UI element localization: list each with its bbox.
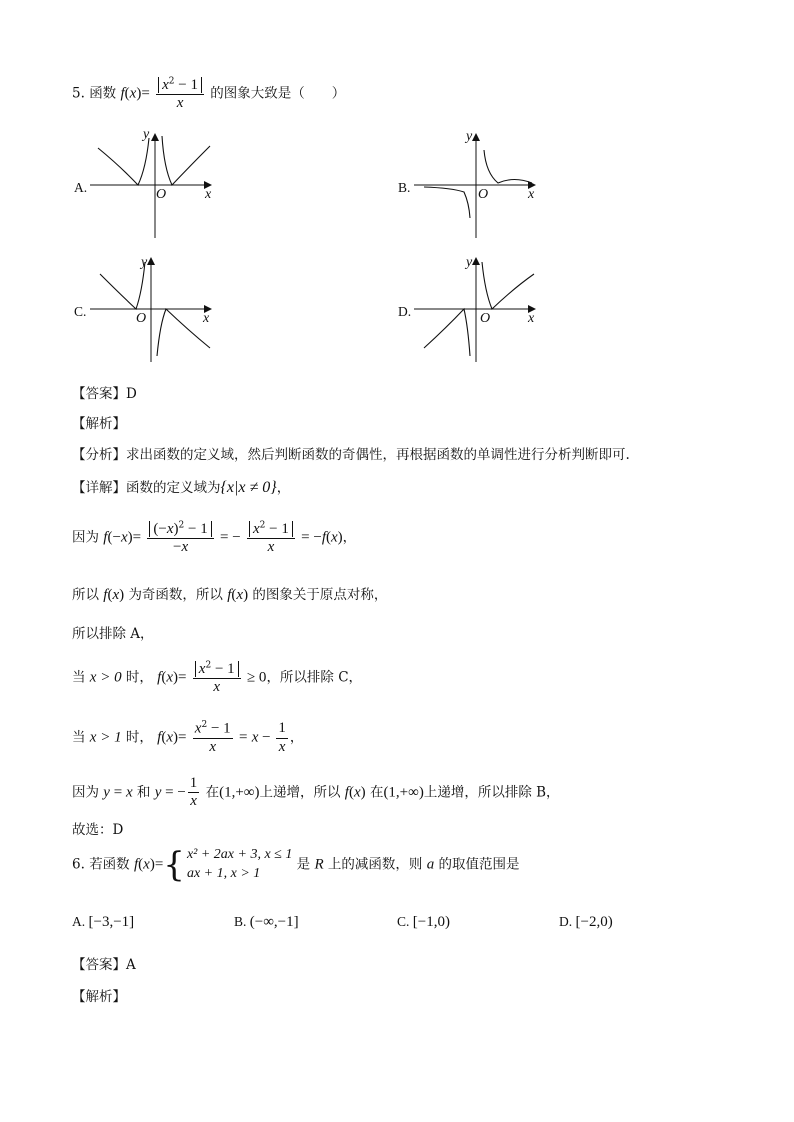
q6-suffix-b: 上的减函数，则 — [327, 856, 423, 873]
q6-number: 6. — [72, 856, 85, 873]
q5-detail-odd-conclusion: 所以 f(x) 为奇函数，所以 f(x) 的图象关于原点对称， — [72, 587, 388, 603]
q6-option-d — [559, 914, 613, 931]
q5-detail-domain: 【详解】函数的定义域为{x|x ≠ 0}， — [72, 479, 291, 496]
q5-analysis-heading: 【解析】 — [72, 416, 126, 432]
axis-y-label: y — [141, 255, 148, 270]
q6-a: a — [426, 856, 435, 873]
increasing2-text: 上递增，所以排除 B， — [423, 784, 560, 801]
q5-stem-prefix: 函数 — [89, 85, 117, 102]
axis-x-label: x — [528, 311, 535, 326]
q6-suffix-c: 的取值范围是 — [438, 856, 520, 873]
odd-a: 所以 — [72, 587, 99, 603]
q5-stem: 5. 函数 f(x)= $\frac{x^2 - 1}{x}$ 的图象大致是（ ） — [72, 76, 346, 111]
on-text: 在 — [205, 784, 220, 801]
increasing-text: 上递增，所以 — [259, 784, 341, 801]
detail-prefix: 【详解】函数的定义域为 — [72, 480, 221, 496]
on-text: 在 — [369, 784, 384, 801]
when-text: 当 — [72, 669, 86, 686]
geq-zero: ≥ 0 — [246, 669, 267, 686]
option-value: [−2,0) — [575, 914, 613, 930]
q6-analysis-heading: 【解析】 — [72, 989, 126, 1005]
q6-case2: ax + 1, x > 1 — [186, 865, 261, 881]
option-value: [−1,0) — [412, 914, 450, 930]
q6-r: R — [314, 856, 324, 873]
q6-option-b — [234, 914, 299, 931]
q5-choice: 故选：D — [72, 822, 124, 838]
q5-graph-d — [414, 252, 544, 364]
origin-label: O — [478, 187, 489, 202]
q5-detail-gt1: 当 x > 1 时， f(x)= $\frac{x^2 - 1}{x}$ = x − $\frac{1}{x}$ ， — [72, 720, 304, 755]
axis-x-label: x — [528, 187, 535, 202]
q5-answer: 【答案】D — [72, 386, 137, 402]
option-value: (−∞,−1] — [249, 914, 299, 930]
q5-graph-b — [414, 128, 544, 240]
condition-gt1: x > 1 — [89, 729, 122, 746]
q6-option-a — [72, 914, 134, 931]
q6-stem: 6. 若函数 f(x)={ x² + 2ax + 3, x ≤ 1 ax + 1, x > 1 是 R 上的减函数，则 a 的取值范围是 — [72, 844, 520, 885]
odd-c: 的图象关于原点对称， — [252, 587, 388, 603]
q5-stem-suffix: 的图象大致是（ ） — [210, 85, 346, 102]
q5-number: 5. — [72, 85, 85, 102]
origin-label: O — [480, 311, 491, 326]
because-text: 因为 — [72, 529, 99, 546]
origin-label: O — [156, 187, 167, 202]
q6-case1: x² + 2ax + 3, x ≤ 1 — [186, 847, 293, 862]
when-text: 当 — [72, 729, 86, 746]
q5-graph-a — [90, 128, 220, 240]
time-text: 时， — [125, 729, 153, 746]
q5-option-c-label: C. — [74, 304, 87, 319]
domain-set: {x|x ≠ 0} — [220, 479, 277, 496]
q5-exclude-a: 所以排除 A， — [72, 626, 154, 642]
and-text: 和 — [136, 784, 151, 801]
q6-option-c — [397, 914, 450, 931]
q5-option-a-label: A. — [74, 180, 88, 195]
q5-func-expr: f — [120, 85, 125, 102]
q5-analysis: 【分析】求出函数的定义域，然后判断函数的奇偶性，再根据函数的单调性进行分析判断即可. — [72, 447, 630, 463]
interval: (1,+∞) — [383, 784, 424, 801]
because-text: 因为 — [72, 784, 99, 801]
axis-y-label: y — [466, 255, 473, 270]
option-label: A. — [72, 914, 86, 929]
q6-stem-prefix: 若函数 — [89, 856, 130, 873]
axis-y-label: y — [143, 127, 150, 142]
time-text: 时， — [125, 669, 153, 686]
q5-detail-positive: 当 x > 0 时， f(x)= $\frac{x^2 - 1}{x}$ ≥ 0，所以排除 C， — [72, 660, 363, 695]
q5-graph-c — [90, 252, 220, 364]
axis-x-label: x — [205, 187, 212, 202]
axis-x-label: x — [203, 311, 210, 326]
interval: (1,+∞) — [219, 784, 260, 801]
q5-fraction: $\frac{x^2 - 1}{x}$ — [156, 76, 204, 112]
exclude-c: ，所以排除 C， — [266, 669, 363, 686]
q6-suffix-a: 是 — [296, 856, 311, 873]
q6-answer: 【答案】A — [72, 957, 136, 973]
option-label: C. — [397, 914, 410, 929]
option-label: B. — [234, 914, 247, 929]
q5-option-d-label: D. — [398, 304, 412, 319]
q5-detail-monotonic: 因为 y = x 和 y = − $\frac{1}{x}$ 在(1,+∞)上递增，所以 f(x) 在(1,+∞)上递增，所以排除 B， — [72, 775, 560, 810]
odd-b: 为奇函数，所以 — [128, 587, 223, 603]
option-value: [−3,−1] — [88, 914, 135, 930]
q5-option-b-label: B. — [398, 180, 411, 195]
q5-detail-odd-proof: 因为 f(−x)= $\frac{(-x)^2 - 1}{-x}$ = − $\frac{x^2 - 1}{x}$ = −f(x)， — [72, 520, 357, 555]
origin-label: O — [136, 311, 147, 326]
condition-gt0: x > 0 — [89, 669, 122, 686]
axis-y-label: y — [466, 129, 473, 144]
option-label: D. — [559, 914, 573, 929]
